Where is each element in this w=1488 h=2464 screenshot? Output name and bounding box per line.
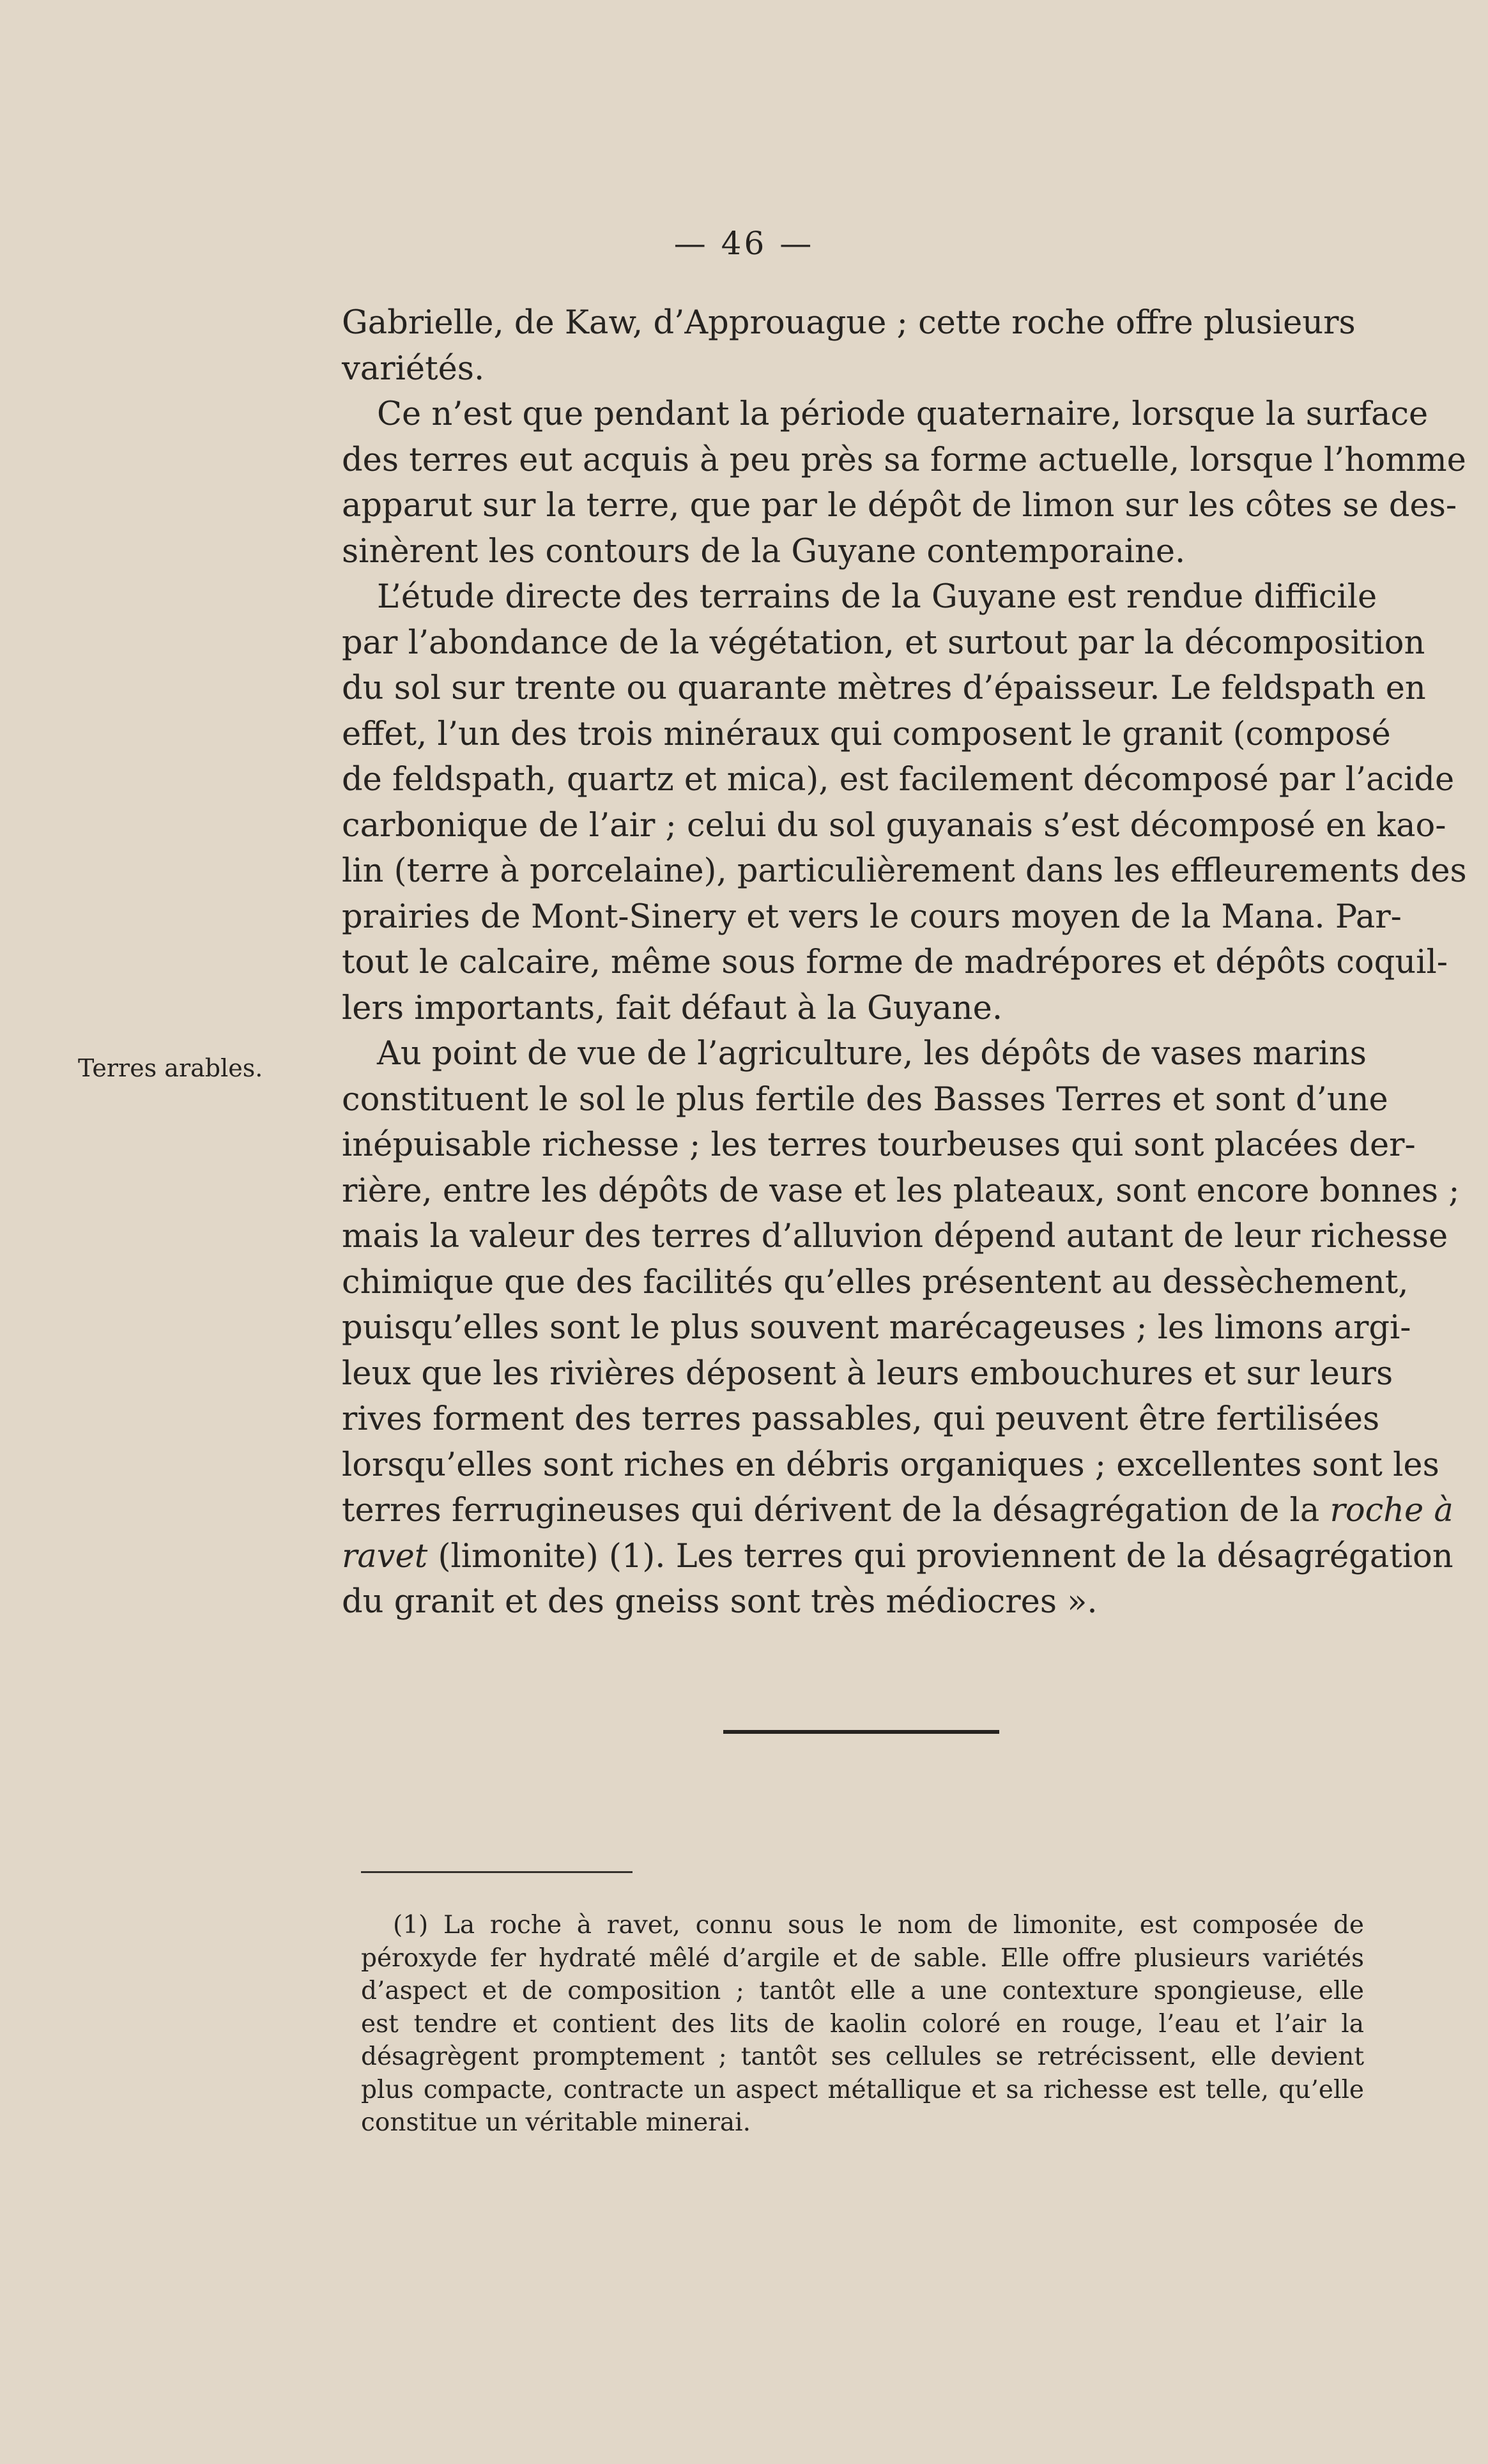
text-line: rière, entre les dépôts de vase et les plateaux, sont encore bonnes ;: [342, 1172, 1460, 1210]
paragraph-start: L’étude directe des terrains de la Guyane est rendue difficile: [377, 578, 1377, 616]
footnote-line: plus compacte, contracte un aspect métallique et sa richesse est telle, qu’elle: [361, 2075, 1364, 2104]
paragraph-start: Ce n’est que pendant la période quaternaire, lorsque la surface: [377, 395, 1429, 433]
text-line: tout le calcaire, même sous forme de madrépores et dépôts coquil-: [342, 944, 1448, 981]
text-line: lorsqu’elles sont riches en débris organiques ; excellentes sont les: [342, 1446, 1439, 1484]
text-line: lers importants, fait défaut à la Guyane.: [342, 989, 1003, 1027]
text-segment: terres ferrugineuses qui dérivent de la désagrégation de la: [342, 1492, 1320, 1529]
footnote-line: d’aspect et de composition ; tantôt elle a une contexture spongieuse, elle: [361, 1977, 1364, 2005]
footnote-line: est tendre et contient des lits de kaolin coloré en rouge, l’eau et l’air la: [361, 2009, 1364, 2039]
text-line: leux que les rivières déposent à leurs embouchures et sur leurs: [342, 1354, 1393, 1393]
text-line: variétés.: [342, 349, 485, 388]
text-line: Gabrielle, de Kaw, d’Approuague ; cette roche offre plusieurs: [342, 304, 1356, 342]
text-line: lin (terre à porcelaine), particulièrement dans les effleurements des: [342, 852, 1467, 890]
text-line: carbonique de l’air ; celui du sol guyanais s’est décomposé en kao-: [342, 806, 1446, 845]
text-line-with-italic: [342, 1534, 1453, 1580]
text-line: sinèrent les contours de la Guyane contemporaine.: [342, 532, 1186, 570]
paragraph-start: Au point de vue de l’agriculture, les dépôts de vases marins: [377, 1035, 1367, 1073]
text-line: du sol sur trente ou quarante mètres d’épaisseur. Le feldspath en: [342, 670, 1426, 707]
italic-term: roche à: [1330, 1492, 1453, 1529]
text-line: puisqu’elles sont le plus souvent marécageuses ; les limons argi-: [342, 1309, 1411, 1347]
text-line: inépuisable richesse ; les terres tourbeuses qui sont placées der-: [342, 1126, 1416, 1164]
text-line: de feldspath, quartz et mica), est facilement décomposé par l’acide: [342, 761, 1455, 799]
text-line: rives forment des terres passables, qui peuvent être fertilisées: [342, 1400, 1380, 1438]
text-line: chimique que des facilités qu’elles présentent au dessèchement,: [342, 1263, 1409, 1301]
footnote-line: péroxyde fer hydraté mêlé d’argile et de sable. Elle offre plusieurs variétés: [361, 1943, 1364, 1973]
text-line-with-italic: [342, 1488, 1453, 1534]
text-segment: (limonite) (1). Les terres qui proviennent de la désagrégation: [438, 1537, 1453, 1575]
text-line: prairies de Mont-Sinery et vers le cours moyen de la Mana. Par-: [342, 898, 1402, 936]
page-number: — 46 —: [673, 225, 815, 262]
footnote-line: désagrègent promptement ; tantôt ses cellules se retrécissent, elle devient: [361, 2042, 1364, 2071]
italic-term: ravet: [342, 1537, 428, 1575]
footnote-line: (1) La roche à ravet, connu sous le nom de limonite, est composée de: [393, 1911, 1364, 1940]
text-line: par l’abondance de la végétation, et surtout par la décomposition: [342, 624, 1425, 662]
text-line: mais la valeur des terres d’alluvion dépend autant de leur richesse: [342, 1218, 1448, 1255]
text-line: apparut sur la terre, que par le dépôt de limon sur les côtes se des-: [342, 487, 1457, 524]
text-line: du granit et des gneiss sont très médiocres ».: [342, 1583, 1098, 1621]
margin-note: Terres arables.: [78, 1054, 263, 1082]
text-line: constituent le sol le plus fertile des Basses Terres et sont d’une: [342, 1080, 1388, 1119]
section-divider: [723, 1730, 999, 1734]
text-line: des terres eut acquis à peu près sa forme actuelle, lorsque l’homme: [342, 441, 1466, 479]
text-line: effet, l’un des trois minéraux qui composent le granit (composé: [342, 715, 1391, 753]
footnote-line: constitue un véritable minerai.: [361, 2108, 751, 2137]
footnote-separator: [361, 1871, 633, 1873]
footnote: [361, 1909, 1364, 2139]
main-text: [342, 300, 1467, 1625]
